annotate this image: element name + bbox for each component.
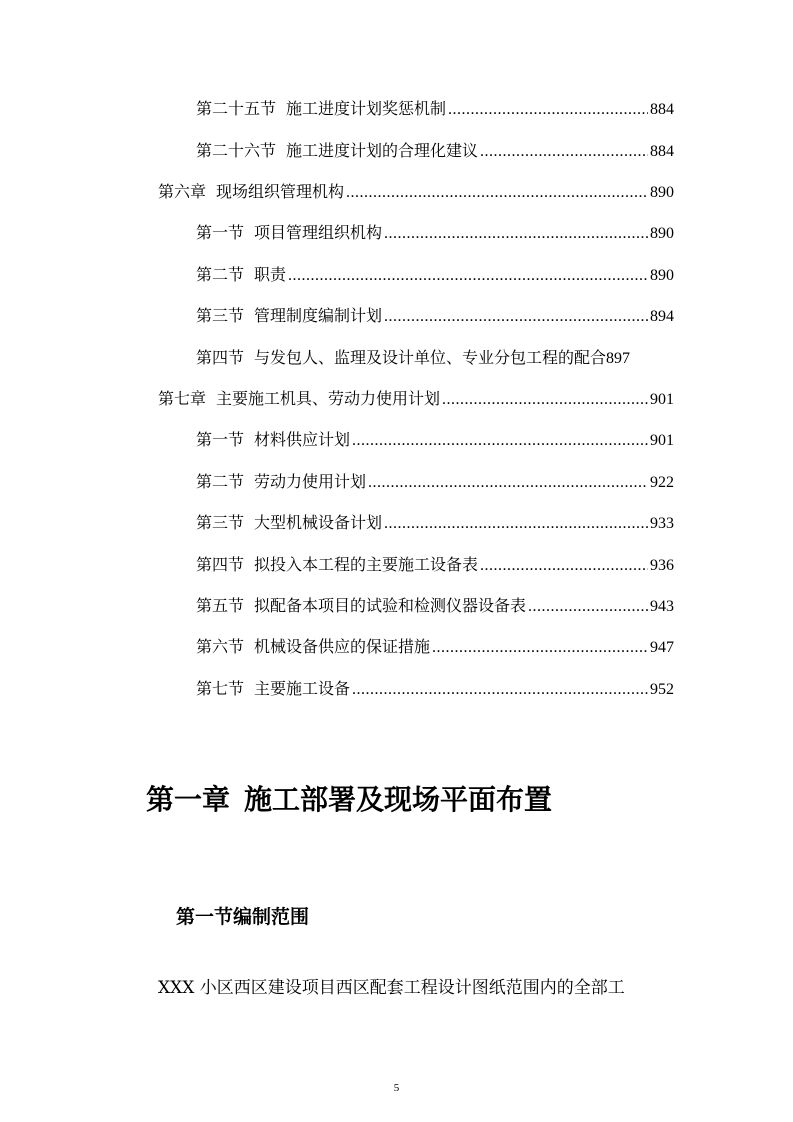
toc-entry[interactable] [196, 554, 674, 576]
toc-entry-title: 施工进度计划的合理化建议 [286, 141, 479, 160]
toc-entry[interactable] [196, 222, 674, 244]
toc-entry-title: 施工进度计划奖惩机制 [286, 99, 447, 118]
toc-entry[interactable] [158, 181, 674, 203]
toc-entry-page: 901 [650, 432, 674, 449]
toc-entry-page: 884 [650, 143, 674, 160]
toc-entry-title: 现场组织管理机构 [216, 182, 345, 201]
dot-leader [384, 513, 648, 535]
toc-entry-page: 947 [650, 639, 674, 656]
dot-leader [442, 389, 648, 411]
dot-leader [480, 141, 648, 163]
toc-entry-number: 第四节 [196, 348, 245, 367]
toc-entry-page: 933 [650, 515, 674, 532]
dot-leader [368, 472, 648, 494]
toc-entry-page: 922 [650, 474, 674, 491]
toc-entry[interactable] [196, 347, 701, 369]
toc-entry-title: 职责 [254, 265, 287, 284]
toc-entry-number: 第二节 [196, 265, 245, 284]
dot-leader [528, 596, 648, 618]
dot-leader [346, 182, 648, 204]
toc-entry-page: 890 [650, 267, 674, 284]
toc-entry-page: 936 [650, 557, 674, 574]
toc-entry-number: 第一节 [196, 223, 245, 242]
dot-leader [288, 265, 648, 287]
toc-entry-title: 机械设备供应的保证措施 [254, 637, 431, 656]
toc-entry-title: 大型机械设备计划 [254, 513, 383, 532]
dot-leader [432, 637, 648, 659]
toc-entry-number: 第七章 [158, 389, 207, 408]
body-paragraph: XXX 小区西区建设项目西区配套工程设计图纸范围内的全部工 [158, 978, 625, 998]
section-heading: 第一节编制范围 [176, 906, 310, 928]
toc-entry-title: 拟配备本项目的试验和检测仪器设备表 [254, 596, 527, 615]
toc-entry-title: 材料供应计划 [254, 430, 351, 449]
toc-entry-page: 901 [650, 391, 674, 408]
toc-entry-title: 主要施工机具、劳动力使用计划 [216, 389, 441, 408]
toc-entry-page: 952 [650, 681, 674, 698]
toc-entry-page: 943 [650, 598, 674, 615]
toc-entry-title: 管理制度编制计划 [254, 306, 383, 325]
toc-entry[interactable] [196, 636, 674, 658]
toc-entry[interactable] [196, 512, 674, 534]
toc-entry[interactable] [196, 140, 674, 162]
toc-entry-title: 主要施工设备 [254, 679, 351, 698]
toc-entry-number: 第四节 [196, 555, 245, 574]
toc-entry[interactable] [158, 388, 674, 410]
dot-leader [352, 430, 648, 452]
toc-entry-number: 第三节 [196, 513, 245, 532]
toc-entry-title: 与发包人、监理及设计单位、专业分包工程的配合 [254, 348, 607, 367]
toc-entry[interactable] [196, 471, 674, 493]
toc-entry-number: 第二十五节 [196, 99, 277, 118]
toc-entry-number: 第六章 [158, 182, 207, 201]
dot-leader [384, 223, 648, 245]
toc-entry-number: 第七节 [196, 679, 245, 698]
toc-entry-page: 894 [650, 308, 674, 325]
toc-entry-title: 劳动力使用计划 [254, 472, 367, 491]
toc-entry-page: 890 [650, 184, 674, 201]
toc-entry[interactable] [196, 98, 674, 120]
page-number: 5 [393, 1082, 400, 1094]
toc-entry-page: 890 [650, 225, 674, 242]
toc-entry[interactable] [196, 429, 674, 451]
chapter-heading-number: 第一章 [146, 783, 231, 816]
toc-entry-page: 897 [606, 350, 631, 367]
toc-entry-number: 第三节 [196, 306, 245, 325]
toc-entry-title: 拟投入本工程的主要施工设备表 [254, 555, 479, 574]
toc-entry-number: 第六节 [196, 637, 245, 656]
toc-entry[interactable] [196, 595, 674, 617]
chapter-heading-title: 施工部署及现场平面布置 [244, 783, 553, 816]
toc-entry[interactable] [196, 305, 674, 327]
toc-entry-number: 第五节 [196, 596, 245, 615]
dot-leader [480, 555, 648, 577]
toc-entry[interactable] [196, 678, 674, 700]
dot-leader [448, 99, 648, 121]
toc-entry-number: 第二十六节 [196, 141, 277, 160]
dot-leader [384, 306, 648, 328]
toc-entry-number: 第一节 [196, 430, 245, 449]
chapter-heading [146, 780, 552, 820]
toc-entry-number: 第二节 [196, 472, 245, 491]
toc-entry-page: 884 [650, 101, 674, 118]
toc-entry[interactable] [196, 264, 674, 286]
dot-leader [352, 679, 648, 701]
toc-entry-title: 项目管理组织机构 [254, 223, 383, 242]
